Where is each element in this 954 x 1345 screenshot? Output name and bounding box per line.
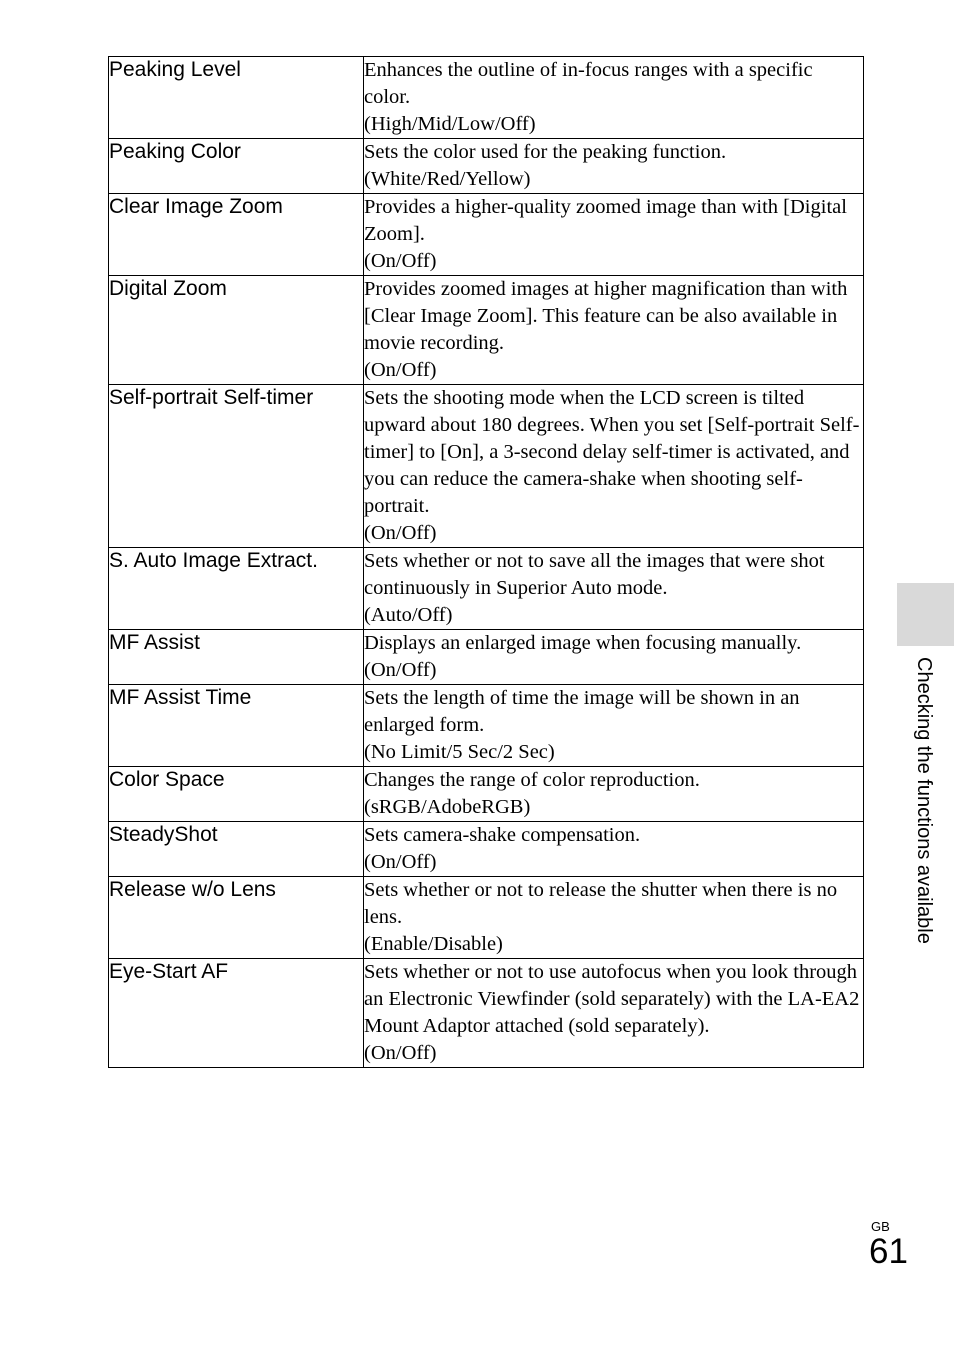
function-name: MF Assist Time — [109, 685, 364, 767]
function-description — [364, 194, 864, 276]
function-name: SteadyShot — [109, 822, 364, 877]
function-options: (No Limit/5 Sec/2 Sec) — [364, 741, 555, 763]
table-row — [109, 548, 864, 630]
function-name: S. Auto Image Extract. — [109, 548, 364, 630]
table-row — [109, 57, 864, 139]
function-options: (On/Off) — [364, 359, 437, 381]
table-row — [109, 959, 864, 1068]
description-text: Changes the range of color reproduction. — [364, 769, 700, 791]
description-text: Sets the color used for the peaking function. — [364, 141, 727, 163]
function-description — [364, 57, 864, 139]
function-options: (On/Off) — [364, 659, 437, 681]
description-text: Sets camera-shake compensation. — [364, 824, 641, 846]
table-row — [109, 276, 864, 385]
function-name: Digital Zoom — [109, 276, 364, 385]
description-text: Sets whether or not to save all the images that were shot continuously in Superior Auto mode. — [364, 550, 825, 599]
function-name: Peaking Level — [109, 57, 364, 139]
table-row — [109, 194, 864, 276]
description-text: Sets whether or not to release the shutter when there is no lens. — [364, 879, 838, 928]
table-row — [109, 685, 864, 767]
table-row — [109, 877, 864, 959]
function-description — [364, 767, 864, 822]
function-name: Color Space — [109, 767, 364, 822]
description-text: Provides zoomed images at higher magnification than with [Clear Image Zoom]. This feature can be also available in movie recording. — [364, 278, 848, 354]
page-number: 61 — [869, 1232, 908, 1271]
function-name: MF Assist — [109, 630, 364, 685]
function-description — [364, 822, 864, 877]
function-options: (sRGB/AdobeRGB) — [364, 796, 531, 818]
description-text: Sets the length of time the image will be shown in an enlarged form. — [364, 687, 800, 736]
function-options: (High/Mid/Low/Off) — [364, 113, 536, 135]
function-options: (On/Off) — [364, 250, 437, 272]
table-row — [109, 630, 864, 685]
function-description — [364, 548, 864, 630]
description-text: Enhances the outline of in-focus ranges with a specific color. — [364, 59, 813, 108]
function-options: (On/Off) — [364, 1042, 437, 1064]
function-name: Release w/o Lens — [109, 877, 364, 959]
language-code: GB — [871, 1219, 890, 1234]
function-description — [364, 276, 864, 385]
description-text: Displays an enlarged image when focusing manually. — [364, 632, 802, 654]
function-description — [364, 630, 864, 685]
description-text: Sets whether or not to use autofocus when you look through an Electronic Viewfinder (sold separately) with the LA-EA2 Mount Adaptor attached (sold separately). — [364, 961, 860, 1037]
function-description — [364, 959, 864, 1068]
function-options: (Auto/Off) — [364, 604, 453, 626]
functions-table — [108, 56, 864, 1068]
description-text: Sets the shooting mode when the LCD screen is tilted upward about 180 degrees. When you set [Self-portrait Self-timer] to [On], a 3-second delay self-timer is activated, and you can reduce the camera-shake when shooting self-portrait. — [364, 387, 860, 517]
function-name: Clear Image Zoom — [109, 194, 364, 276]
function-name: Eye-Start AF — [109, 959, 364, 1068]
function-options: (White/Red/Yellow) — [364, 168, 531, 190]
table-row — [109, 139, 864, 194]
function-options: (On/Off) — [364, 851, 437, 873]
function-description — [364, 139, 864, 194]
function-description — [364, 685, 864, 767]
function-name: Self-portrait Self-timer — [109, 385, 364, 548]
table-row — [109, 385, 864, 548]
function-options: (On/Off) — [364, 522, 437, 544]
function-name: Peaking Color — [109, 139, 364, 194]
function-description — [364, 385, 864, 548]
description-text: Provides a higher-quality zoomed image than with [Digital Zoom]. — [364, 196, 847, 245]
function-options: (Enable/Disable) — [364, 933, 503, 955]
section-tab-marker — [897, 583, 954, 646]
table-row — [109, 767, 864, 822]
function-description — [364, 877, 864, 959]
functions-table-body — [109, 57, 864, 1068]
section-side-label: Checking the functions available — [913, 657, 935, 944]
table-row — [109, 822, 864, 877]
